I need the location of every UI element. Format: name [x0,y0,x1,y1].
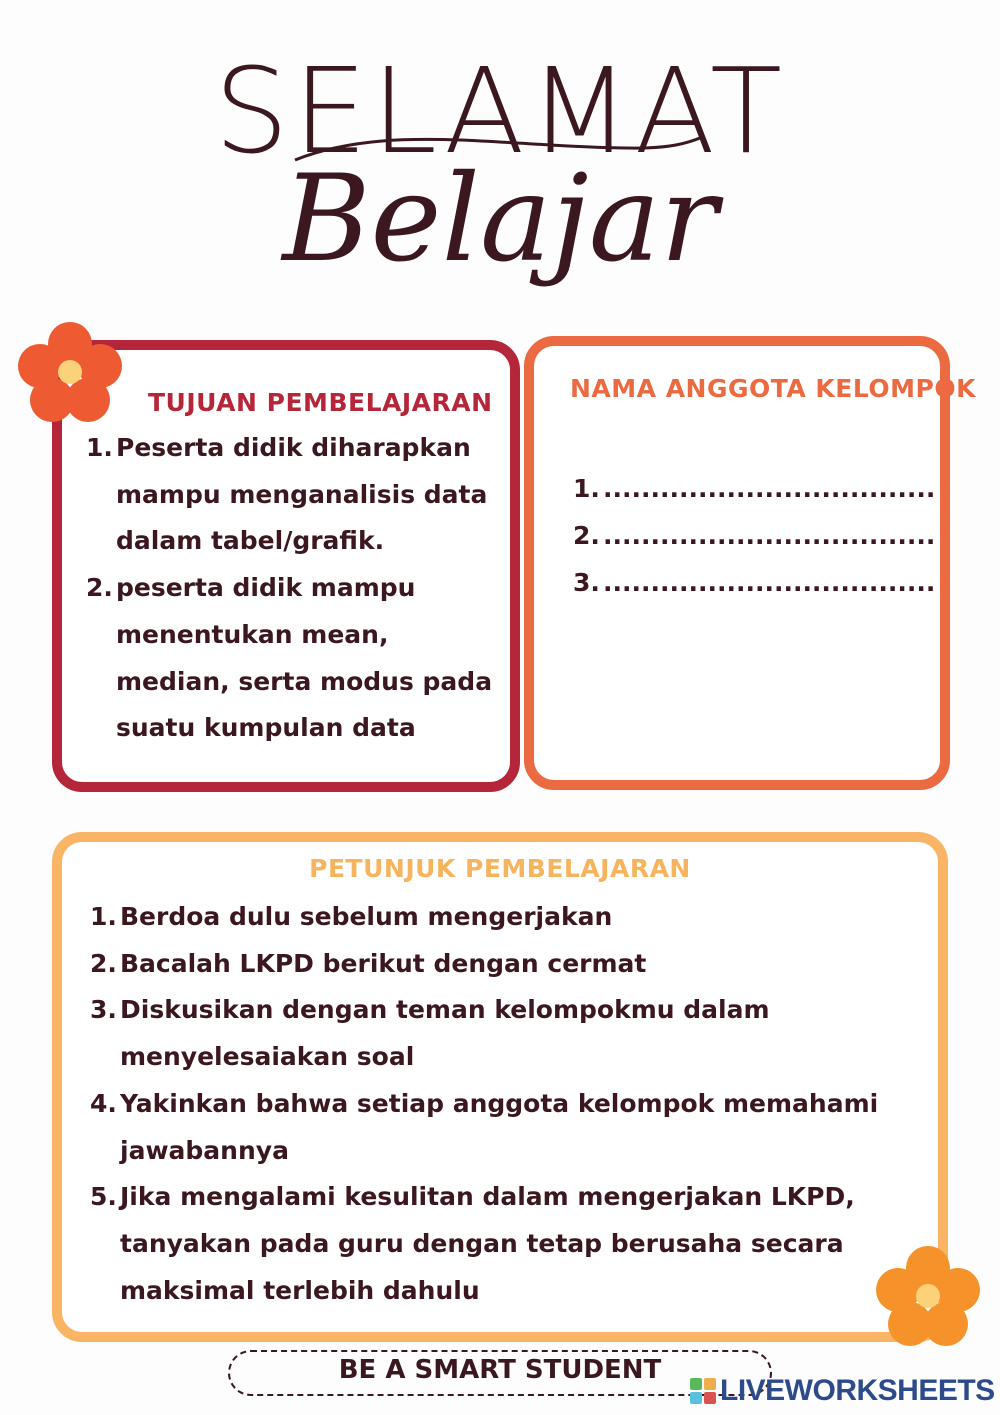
name-entry[interactable] [573,465,936,512]
name-entry[interactable] [573,559,936,606]
list-item-text: Diskusikan dengan teman kelompokmu dalam menyelesaiakan soal [120,995,770,1072]
list-item-text: Yakinkan bahwa setiap anggota kelompok memahami jawabannya [120,1088,879,1165]
liveworksheets-text: LIVEWORKSHEETS [720,1374,995,1407]
list-item-text: Peserta didik diharapkan mampu menganalisis data dalam tabel/grafik. [116,433,488,556]
list-item-number: 1. [90,902,117,931]
list-item [90,1174,910,1314]
list-item-number: 2. [86,573,113,603]
list-item-number: 1. [86,433,113,462]
list-item [90,941,910,988]
list-item-text: Berdoa dulu sebelum mengerjakan [120,902,613,931]
list-item-text: Jika mengalami kesulitan dalam mengerjakan LKPD, tanyakan pada guru dengan tetap berusaha secara maksimal terlebih dahulu [120,1182,855,1305]
list-item-number: 2. [90,948,117,978]
petunjuk-title: PETUNJUK PEMBELAJARAN [309,854,691,883]
title-selamat: SELAMAT [213,42,787,180]
liveworksheets-logo[interactable] [690,1374,995,1408]
title-belajar: Belajar [282,150,718,289]
nama-list [573,465,936,606]
list-item-text: Bacalah LKPD berikut dengan cermat [120,948,647,978]
list-item-number: 1. [573,474,600,503]
list-item [86,565,506,752]
flower-bottom-right-icon [874,1244,982,1348]
name-dotted-line[interactable]: ................................... [603,521,936,550]
list-item-number: 3. [573,568,600,597]
list-item-number: 4. [90,1088,117,1118]
footer-text: BE A SMART STUDENT [338,1355,662,1385]
tujuan-title: TUJUAN PEMBELAJARAN [148,388,493,417]
list-item-number: 5. [90,1182,117,1212]
name-dotted-line[interactable]: ................................... [603,474,936,503]
list-item [86,425,506,565]
nama-title: NAMA ANGGOTA KELOMPOK [570,374,976,403]
list-item [90,894,910,941]
liveworksheets-blocks-icon [690,1378,716,1404]
list-item-number: 2. [573,521,600,550]
flower-top-left-icon [16,320,124,424]
list-item [90,987,910,1080]
list-item-number: 3. [90,995,117,1025]
name-entry[interactable] [573,512,936,559]
tujuan-list [86,425,506,752]
petunjuk-list [90,894,910,1314]
name-dotted-line[interactable]: ................................... [603,568,936,597]
list-item-text: peserta didik mampu menentukan mean, median, serta modus pada suatu kumpulan data [116,573,493,743]
list-item [90,1081,910,1174]
